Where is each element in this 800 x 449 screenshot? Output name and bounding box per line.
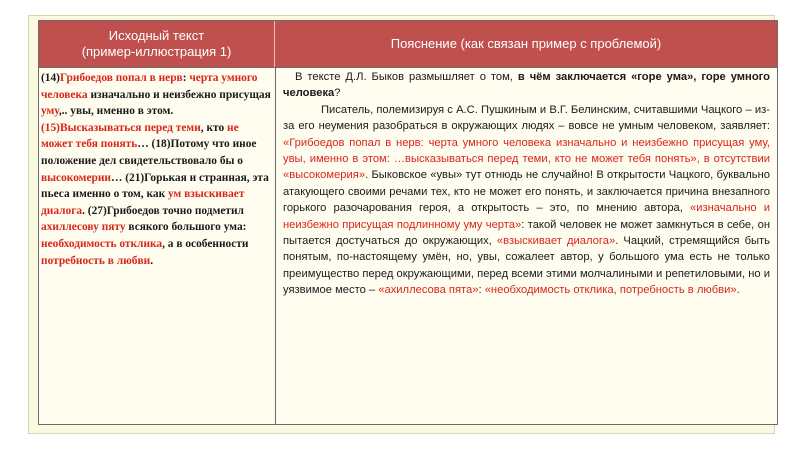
quote-highlight: черта умного человека bbox=[41, 72, 258, 101]
explanation-cell bbox=[283, 69, 770, 299]
sentence-number: (14) bbox=[41, 72, 60, 84]
quote-highlight: увы, именно в этом: …высказываться перед теми, кто не может тебя понять», в отсутствии «высокомерия» bbox=[283, 153, 770, 182]
column-divider bbox=[275, 67, 276, 424]
text-run: ? bbox=[334, 87, 341, 100]
header-divider bbox=[39, 67, 777, 68]
quote-highlight: «Грибоедов попал в нерв: черта умного человека bbox=[283, 136, 556, 149]
text-run: . Быковское «увы» тут отнюдь не случайно! В открытости Чацкого, буквально атакующего своими речами тех, кто не может его понять, и заключается причина внезапного горького разочарования героя, а открытость – это, по мнению автора, bbox=[283, 169, 770, 215]
quote-highlight: ум взыскивает диалога bbox=[41, 188, 245, 217]
quote-highlight: Грибоедов попал в нерв bbox=[59, 72, 183, 84]
header-left-line1: Исходный текст bbox=[108, 28, 205, 43]
text-run: Писатель, полемизируя с А.С. Пушкиным и В.Г. Белинским, считавшими Чацкого – из-за его неумения разобраться в окружающих людях – вовсе не умным человеком, заявляет: bbox=[283, 103, 770, 133]
problem-statement: в чём заключается «горе ума», горе умного человека bbox=[283, 71, 770, 100]
header-explanation bbox=[275, 21, 777, 67]
text-run: ,.. bbox=[58, 105, 71, 118]
quote-highlight: потребность в любви bbox=[41, 254, 151, 267]
quote-highlight: изначально и неизбежно присущая уму, bbox=[555, 136, 771, 149]
quote-highlight: «изначально и неизбежно присущая подлинному уму черта» bbox=[283, 202, 770, 231]
header-left-line2: (пример-иллюстрация 1) bbox=[81, 44, 232, 59]
analysis-table bbox=[38, 20, 778, 425]
text-run: , кто bbox=[200, 121, 228, 134]
quote-highlight: «взыскивает диалога» bbox=[496, 235, 616, 248]
text-run: . bbox=[150, 254, 154, 267]
text-run: увы, именно в этом. bbox=[70, 105, 174, 118]
quote-highlight: (15)Высказываться перед теми bbox=[41, 121, 201, 134]
text-run: : такой человек не может замкнуться в себе, он пытается достучаться до окружающих, bbox=[283, 218, 771, 248]
text-run: . Чацкий, стремящийся быть понятым, по-настоящему умён, но, увы, сожалеет автор, у большого ума есть не только преимущество перед окружающими, перед всеми этими молчалиными и репетиловыми, но и уязвимое место – bbox=[283, 235, 770, 297]
text-run: … (18)Потому что иное положение дел свидетельствовало бы о bbox=[41, 138, 257, 167]
quote-highlight: ахиллесову пяту bbox=[41, 221, 126, 234]
quote-highlight: необходимость отклика bbox=[41, 237, 163, 250]
source-text-cell bbox=[41, 70, 272, 269]
header-right-label: Пояснение (как связан пример с проблемой) bbox=[390, 36, 662, 51]
text-run: . (27)Грибоедов точно подметил bbox=[82, 204, 244, 217]
quote-highlight: уму bbox=[41, 105, 59, 118]
text-run: всякого большого ума: bbox=[125, 221, 247, 234]
text-run: изначально и неизбежно присущая bbox=[90, 88, 271, 101]
text-run: : bbox=[478, 284, 485, 297]
quote-highlight: «необходимость отклика, потребность в любви» bbox=[484, 284, 737, 297]
quote-highlight: не может тебя понять bbox=[41, 121, 239, 151]
explanation-paragraph-2 bbox=[283, 102, 770, 299]
text-run: . bbox=[736, 284, 740, 297]
header-source-text bbox=[39, 21, 275, 67]
quote-highlight: «ахиллесова пята» bbox=[378, 284, 479, 297]
text-run: … (21)Горькая и странная, эта пьеса bbox=[41, 171, 269, 201]
text-run: , а в особенности bbox=[162, 237, 249, 250]
quote-highlight: высокомерии bbox=[41, 171, 111, 184]
explanation-paragraph-1 bbox=[283, 69, 770, 102]
text-run: В тексте Д.Л. Быков размышляет о том, bbox=[295, 71, 518, 83]
text-run: именно о том, как bbox=[72, 188, 168, 201]
text-run: : bbox=[182, 72, 190, 84]
